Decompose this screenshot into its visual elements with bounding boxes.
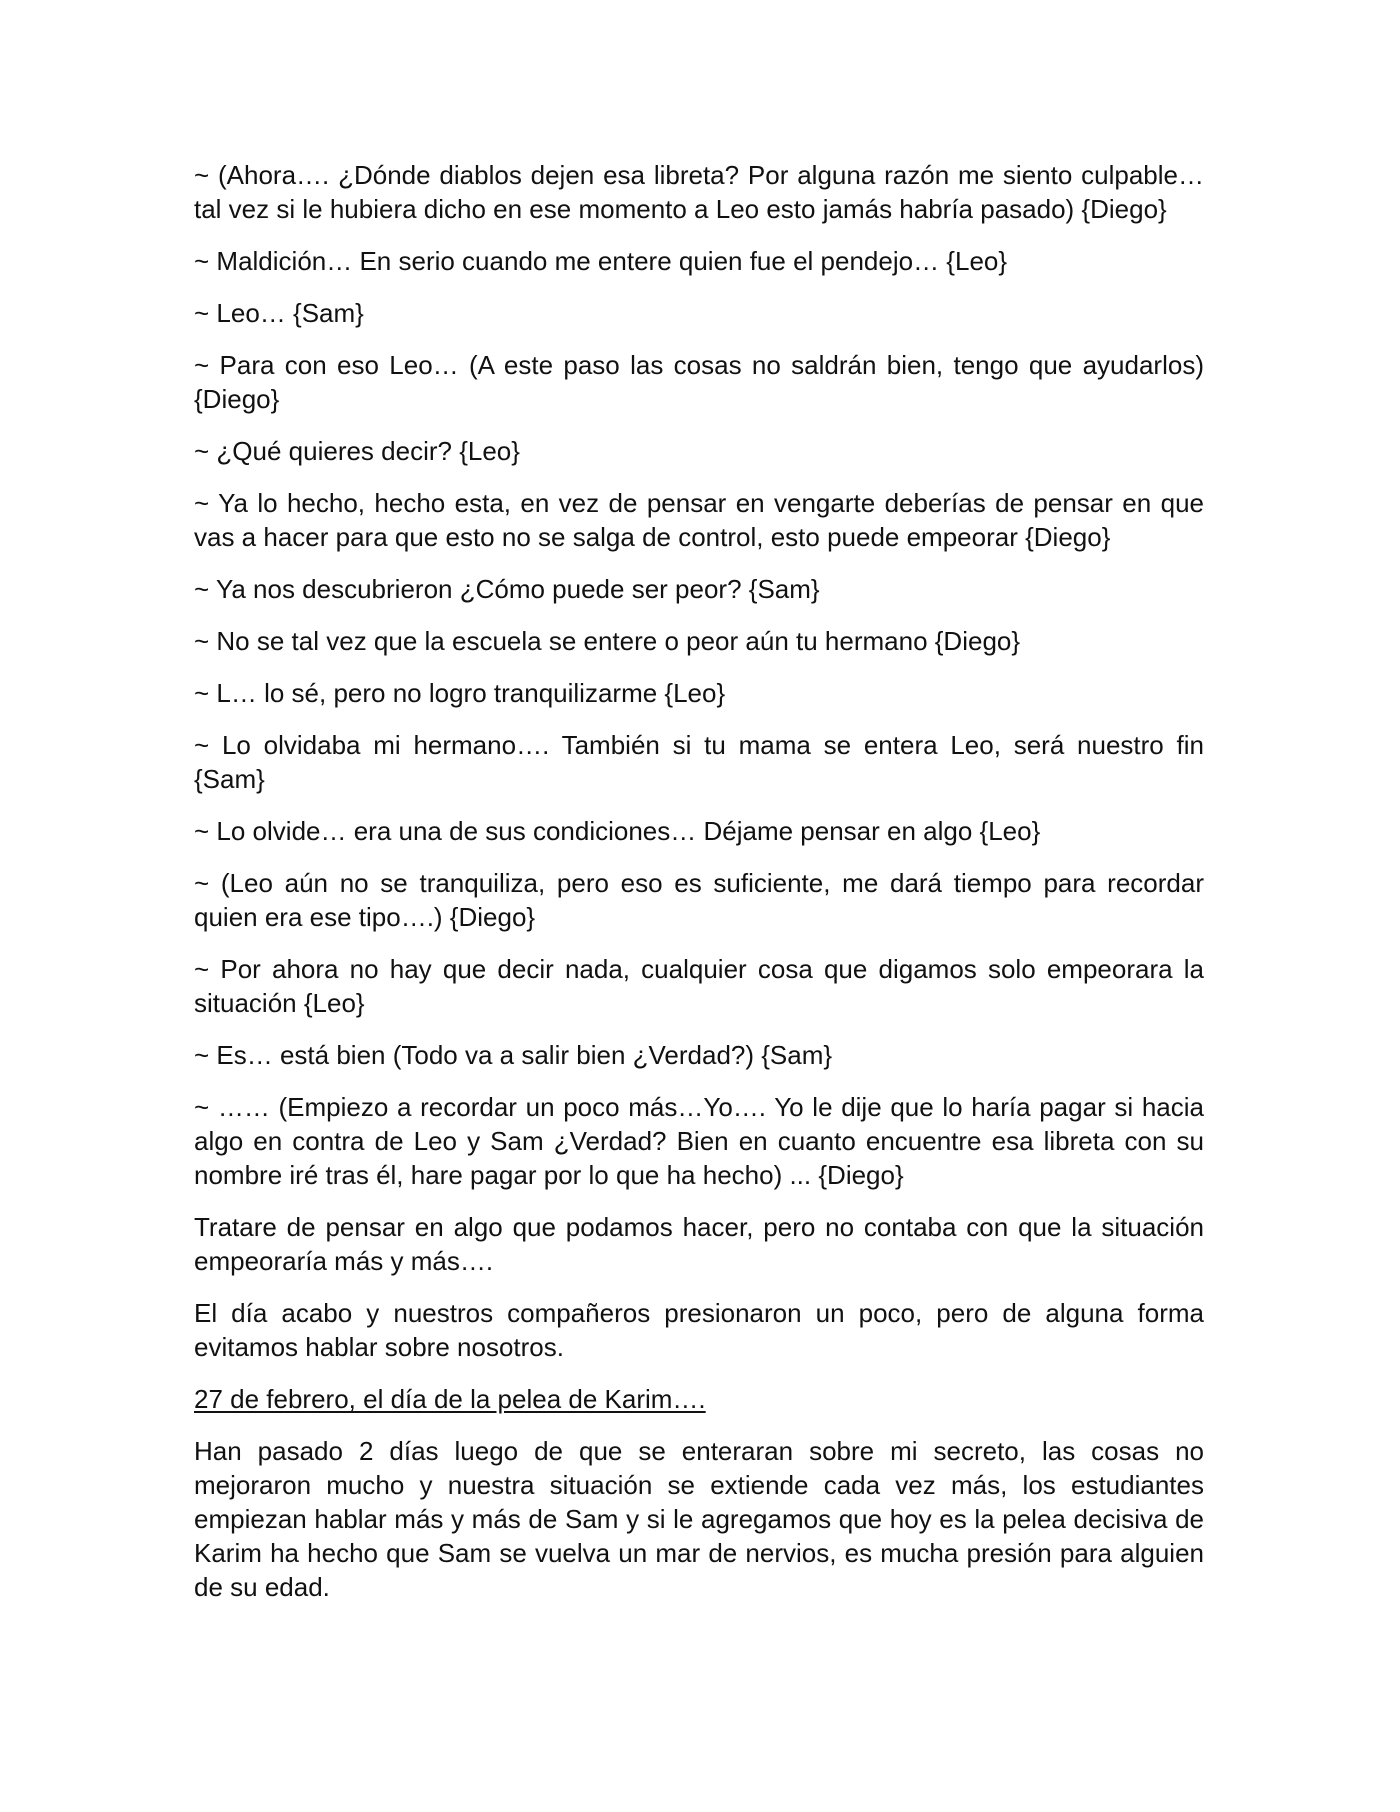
dialogue-line-diego-5: ~ (Leo aún no se tranquiliza, pero eso es suficiente, me dará tiempo para recordar quien era ese tipo….) {Diego} — [194, 868, 1204, 932]
dialogue-line-diego-4: ~ No se tal vez que la escuela se entere o peor aún tu hermano {Diego} — [194, 626, 1021, 656]
dialogue-line-leo-1: ~ Maldición… En serio cuando me entere quien fue el pendejo… {Leo} — [194, 246, 1008, 276]
dialogue-line-sam-1: ~ Leo… {Sam} — [194, 298, 364, 328]
section-heading: 27 de febrero, el día de la pelea de Karim…. — [194, 1384, 706, 1414]
dialogue-line-sam-2: ~ Ya nos descubrieron ¿Cómo puede ser peor? {Sam} — [194, 574, 820, 604]
narration-paragraph-1: Tratare de pensar en algo que podamos hacer, pero no contaba con que la situación empeoraría más y más…. — [194, 1212, 1204, 1276]
dialogue-line-leo-2: ~ ¿Qué quieres decir? {Leo} — [194, 436, 520, 466]
closing-paragraph: Han pasado 2 días luego de que se enteraran sobre mi secreto, las cosas no mejoraron mucho y nuestra situación se extiende cada vez más, los estudiantes empiezan hablar más y más de Sam y si le agregamos que hoy es la pelea decisiva de Karim ha hecho que Sam se vuelva un mar de nervios, es mucha presión para alguien de su edad. — [194, 1436, 1204, 1602]
document-body — [194, 158, 1204, 1622]
dialogue-line-leo-3: ~ L… lo sé, pero no logro tranquilizarme {Leo} — [194, 678, 726, 708]
dialogue-line-diego-2: ~ Para con eso Leo… (A este paso las cosas no saldrán bien, tengo que ayudarlos) {Diego} — [194, 350, 1204, 414]
dialogue-line-leo-5: ~ Por ahora no hay que decir nada, cualquier cosa que digamos solo empeorara la situación {Leo} — [194, 954, 1204, 1018]
dialogue-line-sam-3: ~ Lo olvidaba mi hermano…. También si tu mama se entera Leo, será nuestro fin {Sam} — [194, 730, 1204, 794]
narration-paragraph-2: El día acabo y nuestros compañeros presionaron un poco, pero de alguna forma evitamos hablar sobre nosotros. — [194, 1298, 1204, 1362]
dialogue-line-diego-1: ~ (Ahora…. ¿Dónde diablos dejen esa libreta? Por alguna razón me siento culpable…tal vez si le hubiera dicho en ese momento a Leo esto jamás habría pasado) {Diego} — [194, 160, 1204, 224]
dialogue-line-diego-6: ~ …… (Empiezo a recordar un poco más…Yo…. Yo le dije que lo haría pagar si hacia algo en contra de Leo y Sam ¿Verdad? Bien en cuanto encuentre esa libreta con su nombre iré tras él, hare pagar por lo que ha hecho) ... {Diego} — [194, 1092, 1204, 1190]
dialogue-line-sam-4: ~ Es… está bien (Todo va a salir bien ¿Verdad?) {Sam} — [194, 1040, 833, 1070]
dialogue-line-diego-3: ~ Ya lo hecho, hecho esta, en vez de pensar en vengarte deberías de pensar en que vas a hacer para que esto no se salga de control, esto puede empeorar {Diego} — [194, 488, 1204, 552]
dialogue-line-leo-4: ~ Lo olvide… era una de sus condiciones… Déjame pensar en algo {Leo} — [194, 816, 1041, 846]
